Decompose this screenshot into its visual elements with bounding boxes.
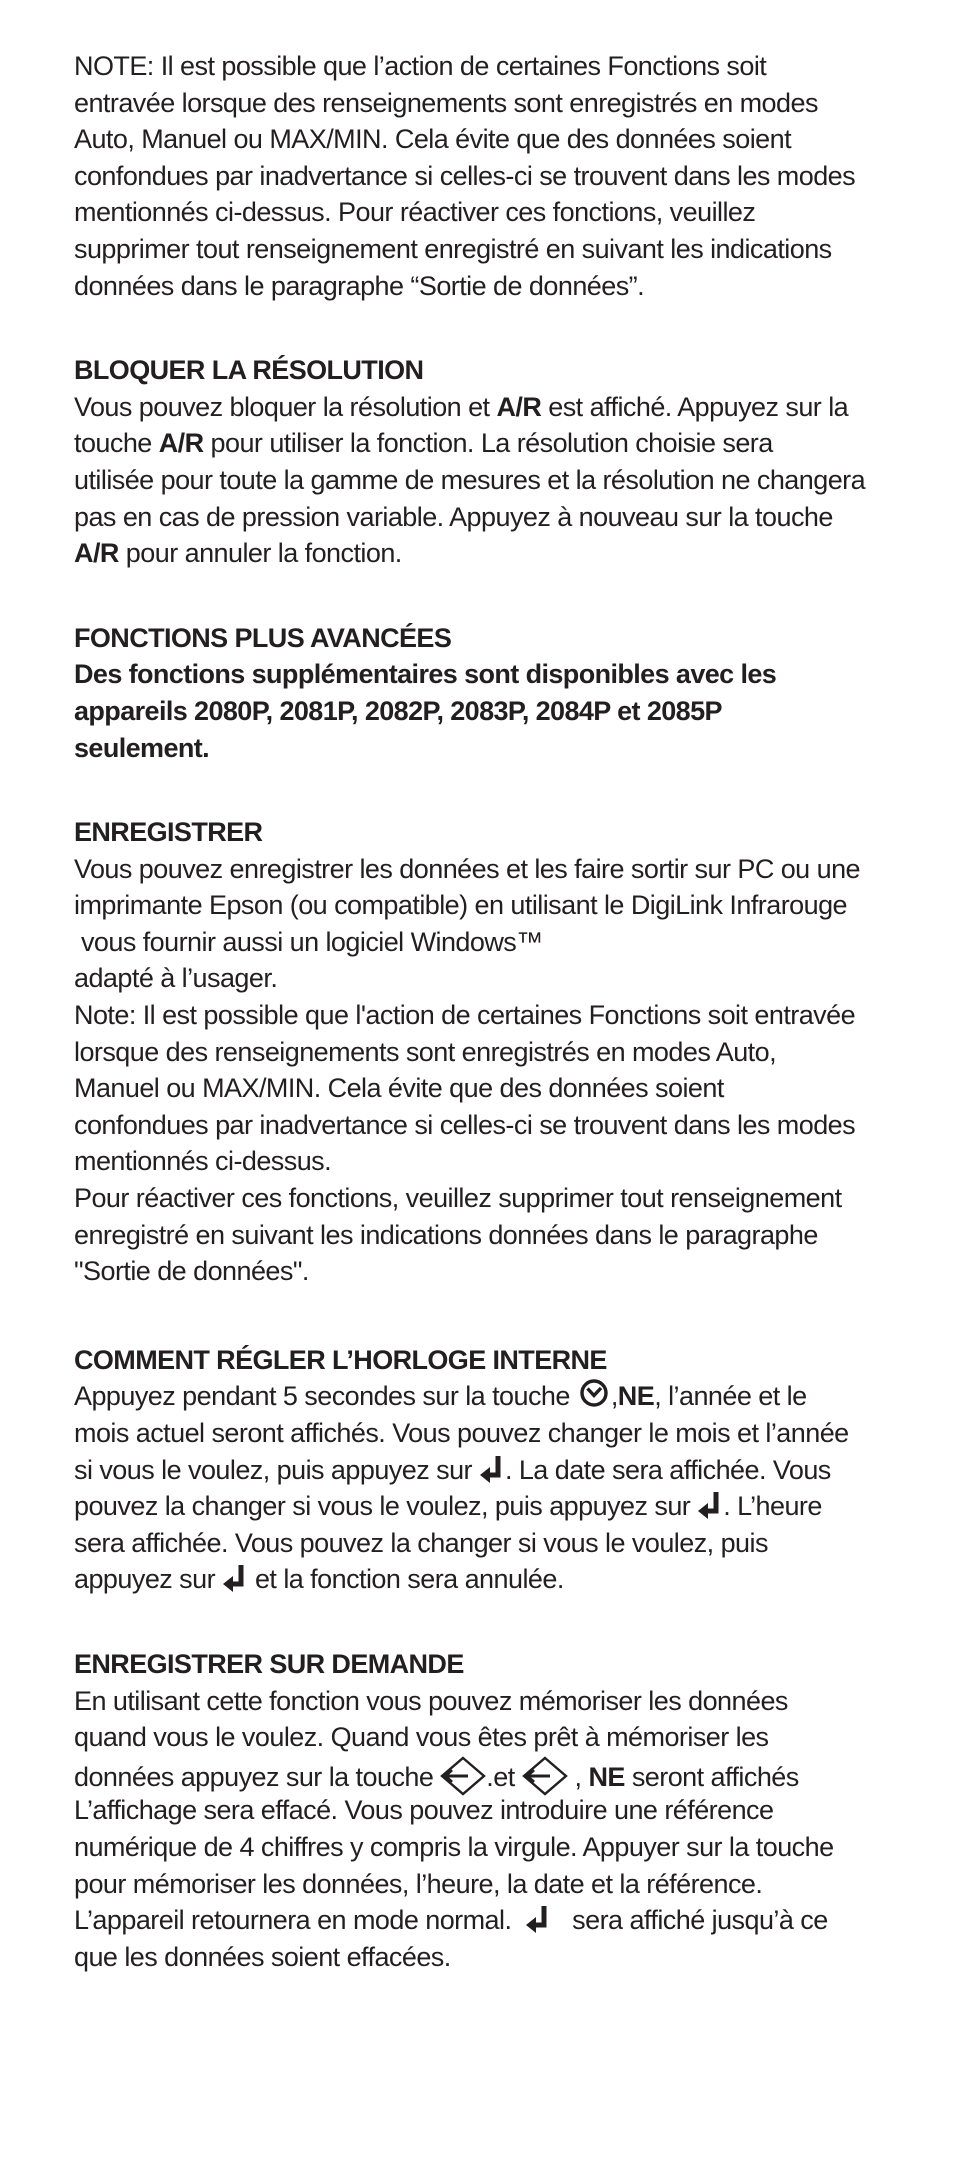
bold-paragraph-line: appareils 2080P, 2081P, 2082P, 2083P, 2084P et 2085P xyxy=(74,695,722,726)
paragraph-line: Note: Il est possible que l'action de certaines Fonctions soit entravée xyxy=(74,1000,856,1031)
ne-label: NE xyxy=(588,1761,625,1792)
paragraph-line: mentionnés ci-dessus. xyxy=(74,1146,332,1177)
paragraph-line: "Sortie de données". xyxy=(74,1256,309,1287)
paragraph-line: pouvez la changer si vous le voulez, puis appuyez sur . L’heure xyxy=(74,1491,822,1522)
paragraph-line: Manuel ou MAX/MIN. Cela évite que des données soient xyxy=(74,1073,724,1104)
note-line: entravée lorsque des renseignements sont enregistrés en modes xyxy=(74,87,818,118)
enter-arrow-icon xyxy=(697,1491,723,1519)
note-line: supprimer tout renseignement enregistré en suivant les indications xyxy=(74,233,832,264)
paragraph-line: Pour réactiver ces fonctions, veuillez supprimer tout renseignement xyxy=(74,1183,842,1214)
section-heading: BLOQUER LA RÉSOLUTION xyxy=(74,355,424,386)
note-line: confondues par inadvertance si celles-ci se trouvent dans les modes xyxy=(74,160,856,191)
paragraph-line: mois actuel seront affichés. Vous pouvez changer le mois et l’année xyxy=(74,1418,849,1448)
paragraph-line: si vous le voulez, puis appuyez sur . La date sera affichée. Vous xyxy=(74,1454,831,1485)
paragraph-line: sera affichée. Vous pouvez la changer si vous le voulez, puis xyxy=(74,1527,768,1558)
paragraph-line: numérique de 4 chiffres y compris la virgule. Appuyer sur la touche xyxy=(74,1831,834,1862)
paragraph-line: vous fournir aussi un logiciel Windows™ xyxy=(74,926,543,957)
section-bloquer-resolution xyxy=(74,352,894,572)
paragraph-line: adapté à l’usager. xyxy=(74,963,278,994)
enter-arrow-icon xyxy=(525,1905,551,1933)
section-heading: FONCTIONS PLUS AVANCÉES xyxy=(74,622,452,653)
enter-arrow-icon xyxy=(222,1564,248,1592)
paragraph-line: pas en cas de pression variable. Appuyez à nouveau sur la touche xyxy=(74,501,833,532)
clock-icon xyxy=(577,1379,611,1409)
paragraph-line: L’affichage sera effacé. Vous pouvez introduire une référence xyxy=(74,1795,774,1826)
paragraph-line: Vous pouvez enregistrer les données et les faire sortir sur PC ou une xyxy=(74,853,860,884)
bold-paragraph-line: seulement. xyxy=(74,732,210,763)
note-block xyxy=(74,48,894,304)
paragraph-line: que les données soient effacées. xyxy=(74,1941,451,1972)
paragraph-line: utilisée pour toute la gamme de mesures et la résolution ne changera xyxy=(74,464,866,495)
manual-page xyxy=(74,48,894,1975)
ar-key-label: A/R xyxy=(158,428,204,459)
paragraph-line: données appuyez sur la touche .et , NE seront affichés xyxy=(74,1756,894,1793)
paragraph-line: Appuyez pendant 5 secondes sur la touche ,NE, l’année et le xyxy=(74,1381,807,1412)
section-heading: ENREGISTRER xyxy=(74,817,263,848)
section-heading: COMMENT RÉGLER L’HORLOGE INTERNE xyxy=(74,1344,607,1375)
section-enregistrer xyxy=(74,814,894,1290)
paragraph-line: lorsque des renseignements sont enregistrés en modes Auto, xyxy=(74,1036,777,1067)
paragraph-line: confondues par inadvertance si celles-ci se trouvent dans les modes xyxy=(74,1109,856,1140)
note-line: mentionnés ci-dessus. Pour réactiver ces fonctions, veuillez xyxy=(74,197,756,228)
bold-paragraph-line: Des fonctions supplémentaires sont disponibles avec les xyxy=(74,659,777,690)
note-line: données dans le paragraphe “Sortie de données”. xyxy=(74,270,645,301)
paragraph-line: appuyez sur et la fonction sera annulée. xyxy=(74,1564,564,1595)
section-enregistrer-demande xyxy=(74,1646,894,1975)
paragraph-line: pour mémoriser les données, l’heure, la date et la référence. xyxy=(74,1868,763,1899)
paragraph-line: Vous pouvez bloquer la résolution et A/R est affiché. Appuyez sur la xyxy=(74,391,849,422)
store-diamond-icon xyxy=(522,1756,568,1796)
ar-key-label: A/R xyxy=(496,391,542,422)
paragraph-line: imprimante Epson (ou compatible) en utilisant le DigiLink Infrarouge xyxy=(74,890,848,921)
enter-arrow-icon xyxy=(479,1455,505,1483)
note-line: Auto, Manuel ou MAX/MIN. Cela évite que des données soient xyxy=(74,124,792,155)
note-line: NOTE: Il est possible que l’action de certaines Fonctions soit xyxy=(74,51,767,81)
paragraph-line: En utilisant cette fonction vous pouvez mémoriser les données xyxy=(74,1685,788,1716)
paragraph-line: A/R pour annuler la fonction. xyxy=(74,538,402,569)
paragraph-line: touche A/R pour utiliser la fonction. La résolution choisie sera xyxy=(74,428,773,459)
paragraph-line: enregistré en suivant les indications données dans le paragraphe xyxy=(74,1219,818,1250)
ar-key-label: A/R xyxy=(74,538,119,569)
section-fonctions-avancees xyxy=(74,620,894,766)
section-heading: ENREGISTRER SUR DEMANDE xyxy=(74,1648,464,1679)
store-diamond-icon xyxy=(440,1756,486,1796)
paragraph-line: quand vous le voulez. Quand vous êtes prêt à mémoriser les xyxy=(74,1722,769,1753)
ne-label: NE xyxy=(617,1381,655,1412)
paragraph-line: L’appareil retournera en mode normal. sera affiché jusqu’à ce xyxy=(74,1905,828,1936)
section-horloge xyxy=(74,1342,894,1598)
